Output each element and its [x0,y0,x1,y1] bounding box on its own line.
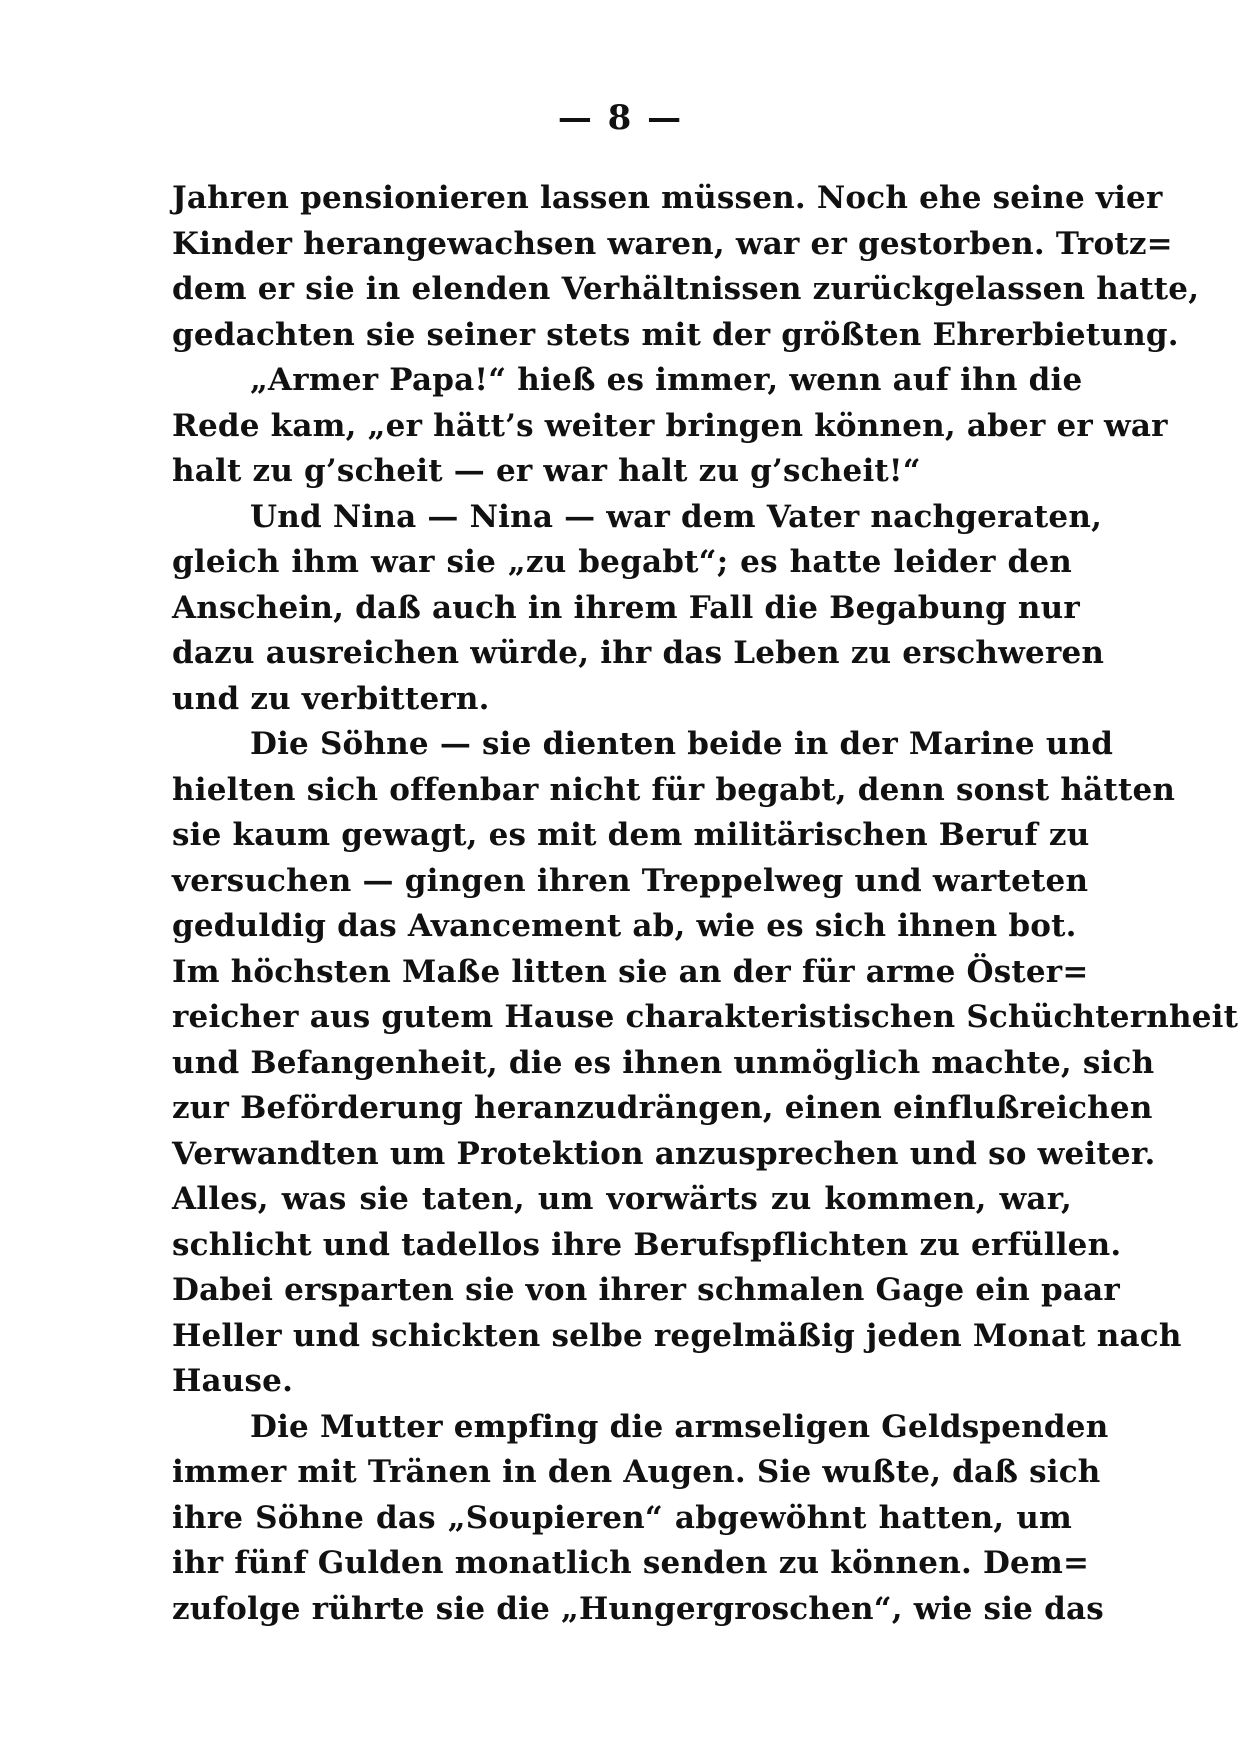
text-line: hielten sich offenbar nicht für begabt, denn sonst hätten [172,771,1176,808]
text-line: Hause. [172,1363,294,1399]
paragraph-first-line: Die Mutter empfing die armseligen Geldspenden [250,1408,1109,1445]
text-line: Anschein, daß auch in ihrem Fall die Begabung nur [172,589,1080,626]
text-line: Im höchsten Maße litten sie an der für arme Öster= [172,953,1089,990]
text-line: immer mit Tränen in den Augen. Sie wußte, daß sich [172,1454,1101,1490]
text-line: gleich ihm war sie „zu begabt“; es hatte leider den [172,544,1072,580]
text-line: und zu verbittern. [172,680,490,717]
text-line: sie kaum gewagt, es mit dem militärischen Beruf zu [172,817,1090,853]
text-line: halt zu g’scheit — er war halt zu g’scheit!“ [172,453,921,489]
text-line: Verwandten um Protektion anzusprechen und so weiter. [172,1135,1156,1172]
text-line: gedachten sie seiner stets mit der größten Ehrerbietung. [172,316,1179,353]
page-number: — 8 — [557,98,684,138]
text-line: Alles, was sie taten, um vorwärts zu kommen, war, [172,1181,1072,1217]
text-line: reicher aus gutem Hause charakteristischen Schüchternheit [172,999,1239,1035]
text-line: ihr fünf Gulden monatlich senden zu können. Dem= [172,1545,1090,1581]
body-text [172,176,1239,1632]
text-line: Heller und schickten selbe regelmäßig jeden Monat nach [172,1317,1182,1354]
paragraph-first-line: „Armer Papa!“ hieß es immer, wenn auf ihn die [250,362,1083,398]
text-line: dem er sie in elenden Verhältnissen zurückgelassen hatte, [172,271,1200,307]
text-line: und Befangenheit, die es ihnen unmöglich machte, sich [172,1044,1155,1081]
text-line: schlicht und tadellos ihre Berufspflichten zu erfüllen. [172,1226,1122,1263]
paragraph-first-line: Und Nina — Nina — war dem Vater nachgeraten, [250,498,1103,535]
text-line: Dabei ersparten sie von ihrer schmalen Gage ein paar [172,1272,1120,1308]
text-line: versuchen — gingen ihren Treppelweg und warteten [172,862,1089,899]
paragraph-first-line: Die Söhne — sie dienten beide in der Marine und [250,726,1114,762]
text-line: ihre Söhne das „Soupieren“ abgewöhnt hatten, um [172,1499,1072,1536]
text-line: dazu ausreichen würde, ihr das Leben zu erschweren [172,635,1105,671]
text-line: Jahren pensionieren lassen müssen. Noch ehe seine vier [172,180,1163,216]
text-line: zur Beförderung heranzudrängen, einen einflußreichen [172,1090,1153,1126]
text-line: geduldig das Avancement ab, wie es sich ihnen bot. [172,908,1077,944]
text-line: Rede kam, „er hätt’s weiter bringen können, aber er war [172,407,1168,444]
text-line: zufolge rührte sie die „Hungergroschen“, wie sie das [172,1590,1104,1627]
text-line: Kinder herangewachsen waren, war er gestorben. Trotz= [172,225,1173,262]
